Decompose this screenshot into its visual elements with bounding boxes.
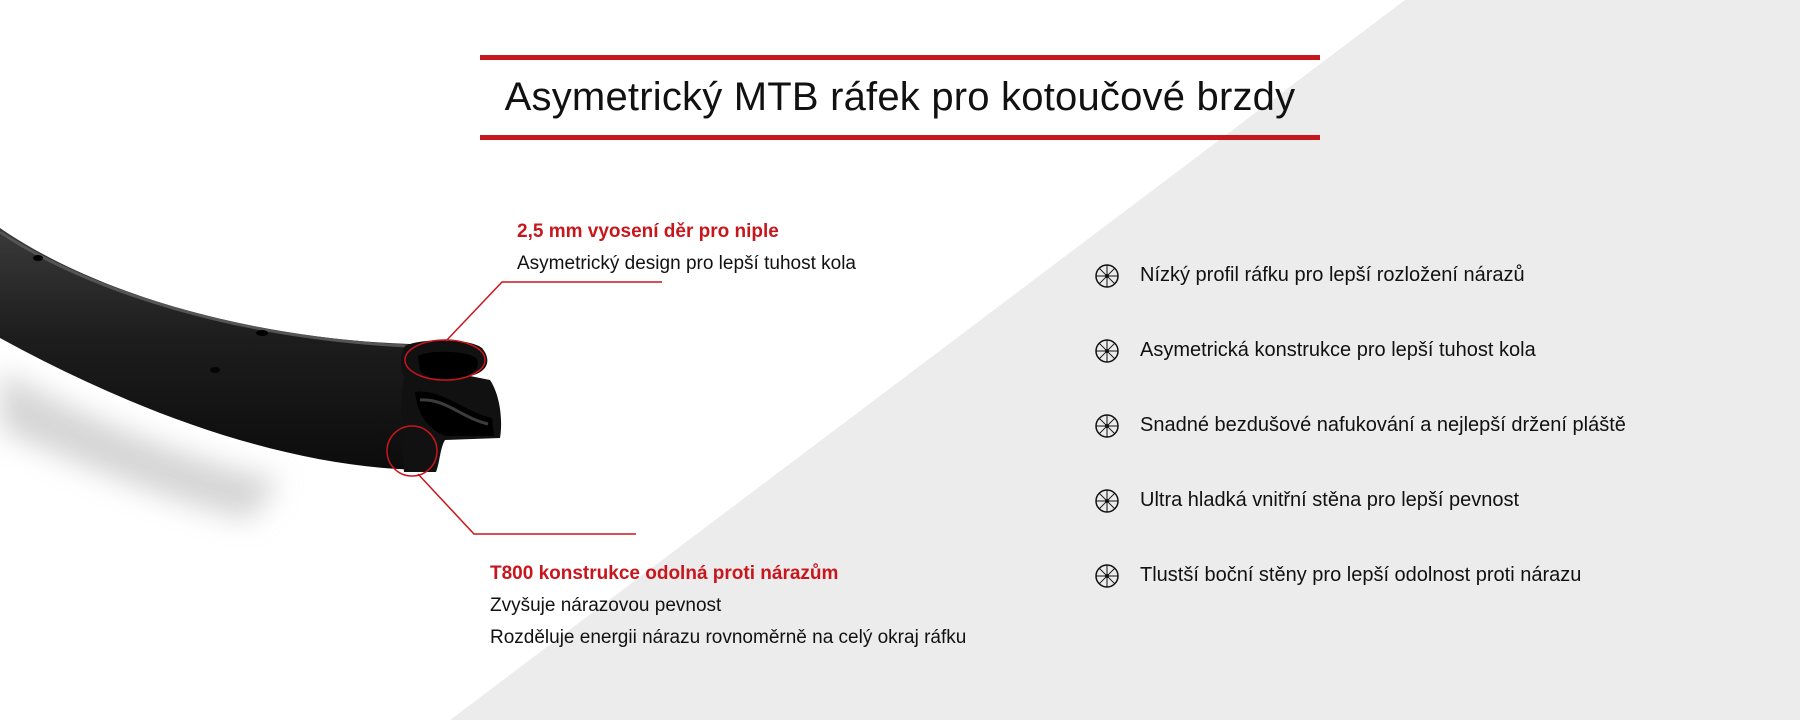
feature-label: Nízký profil ráfku pro lepší rozložení nárazů [1140,264,1525,286]
list-item [1094,388,1784,463]
feature-label: Ultra hladká vnitřní stěna pro lepší pevnost [1140,489,1520,511]
feature-list [1094,238,1784,613]
list-item [1094,463,1784,538]
list-item [1094,538,1784,613]
list-item [1094,313,1784,388]
callout-line: Asymetrický design pro lepší tuhost kola [517,253,856,274]
feature-label: Asymetrická konstrukce pro lepší tuhost kola [1140,339,1536,361]
callout-heading: T800 konstrukce odolná proti nárazům [490,563,839,584]
wheel-icon [1094,338,1120,364]
wheel-icon [1094,488,1120,514]
feature-label: Snadné bezdušové nafukování a nejlepší držení pláště [1140,414,1626,436]
list-item [1094,238,1784,313]
wheel-icon [1094,263,1120,289]
wheel-icon [1094,413,1120,439]
feature-label: Tlustší boční stěny pro lepší odolnost proti nárazu [1140,564,1582,586]
callout-heading: 2,5 mm vyosení děr pro niple [517,221,779,242]
wheel-icon [1094,563,1120,589]
callout-impact-construction [490,558,1050,654]
callout-line: Rozděluje energii nárazu rovnoměrně na celý okraj ráfku [490,627,967,648]
page-title: Asymetrický MTB ráfek pro kotoučové brzdy [504,75,1296,119]
callout-spoke-offset [517,216,977,280]
callout-line: Zvyšuje nárazovou pevnost [490,595,722,616]
